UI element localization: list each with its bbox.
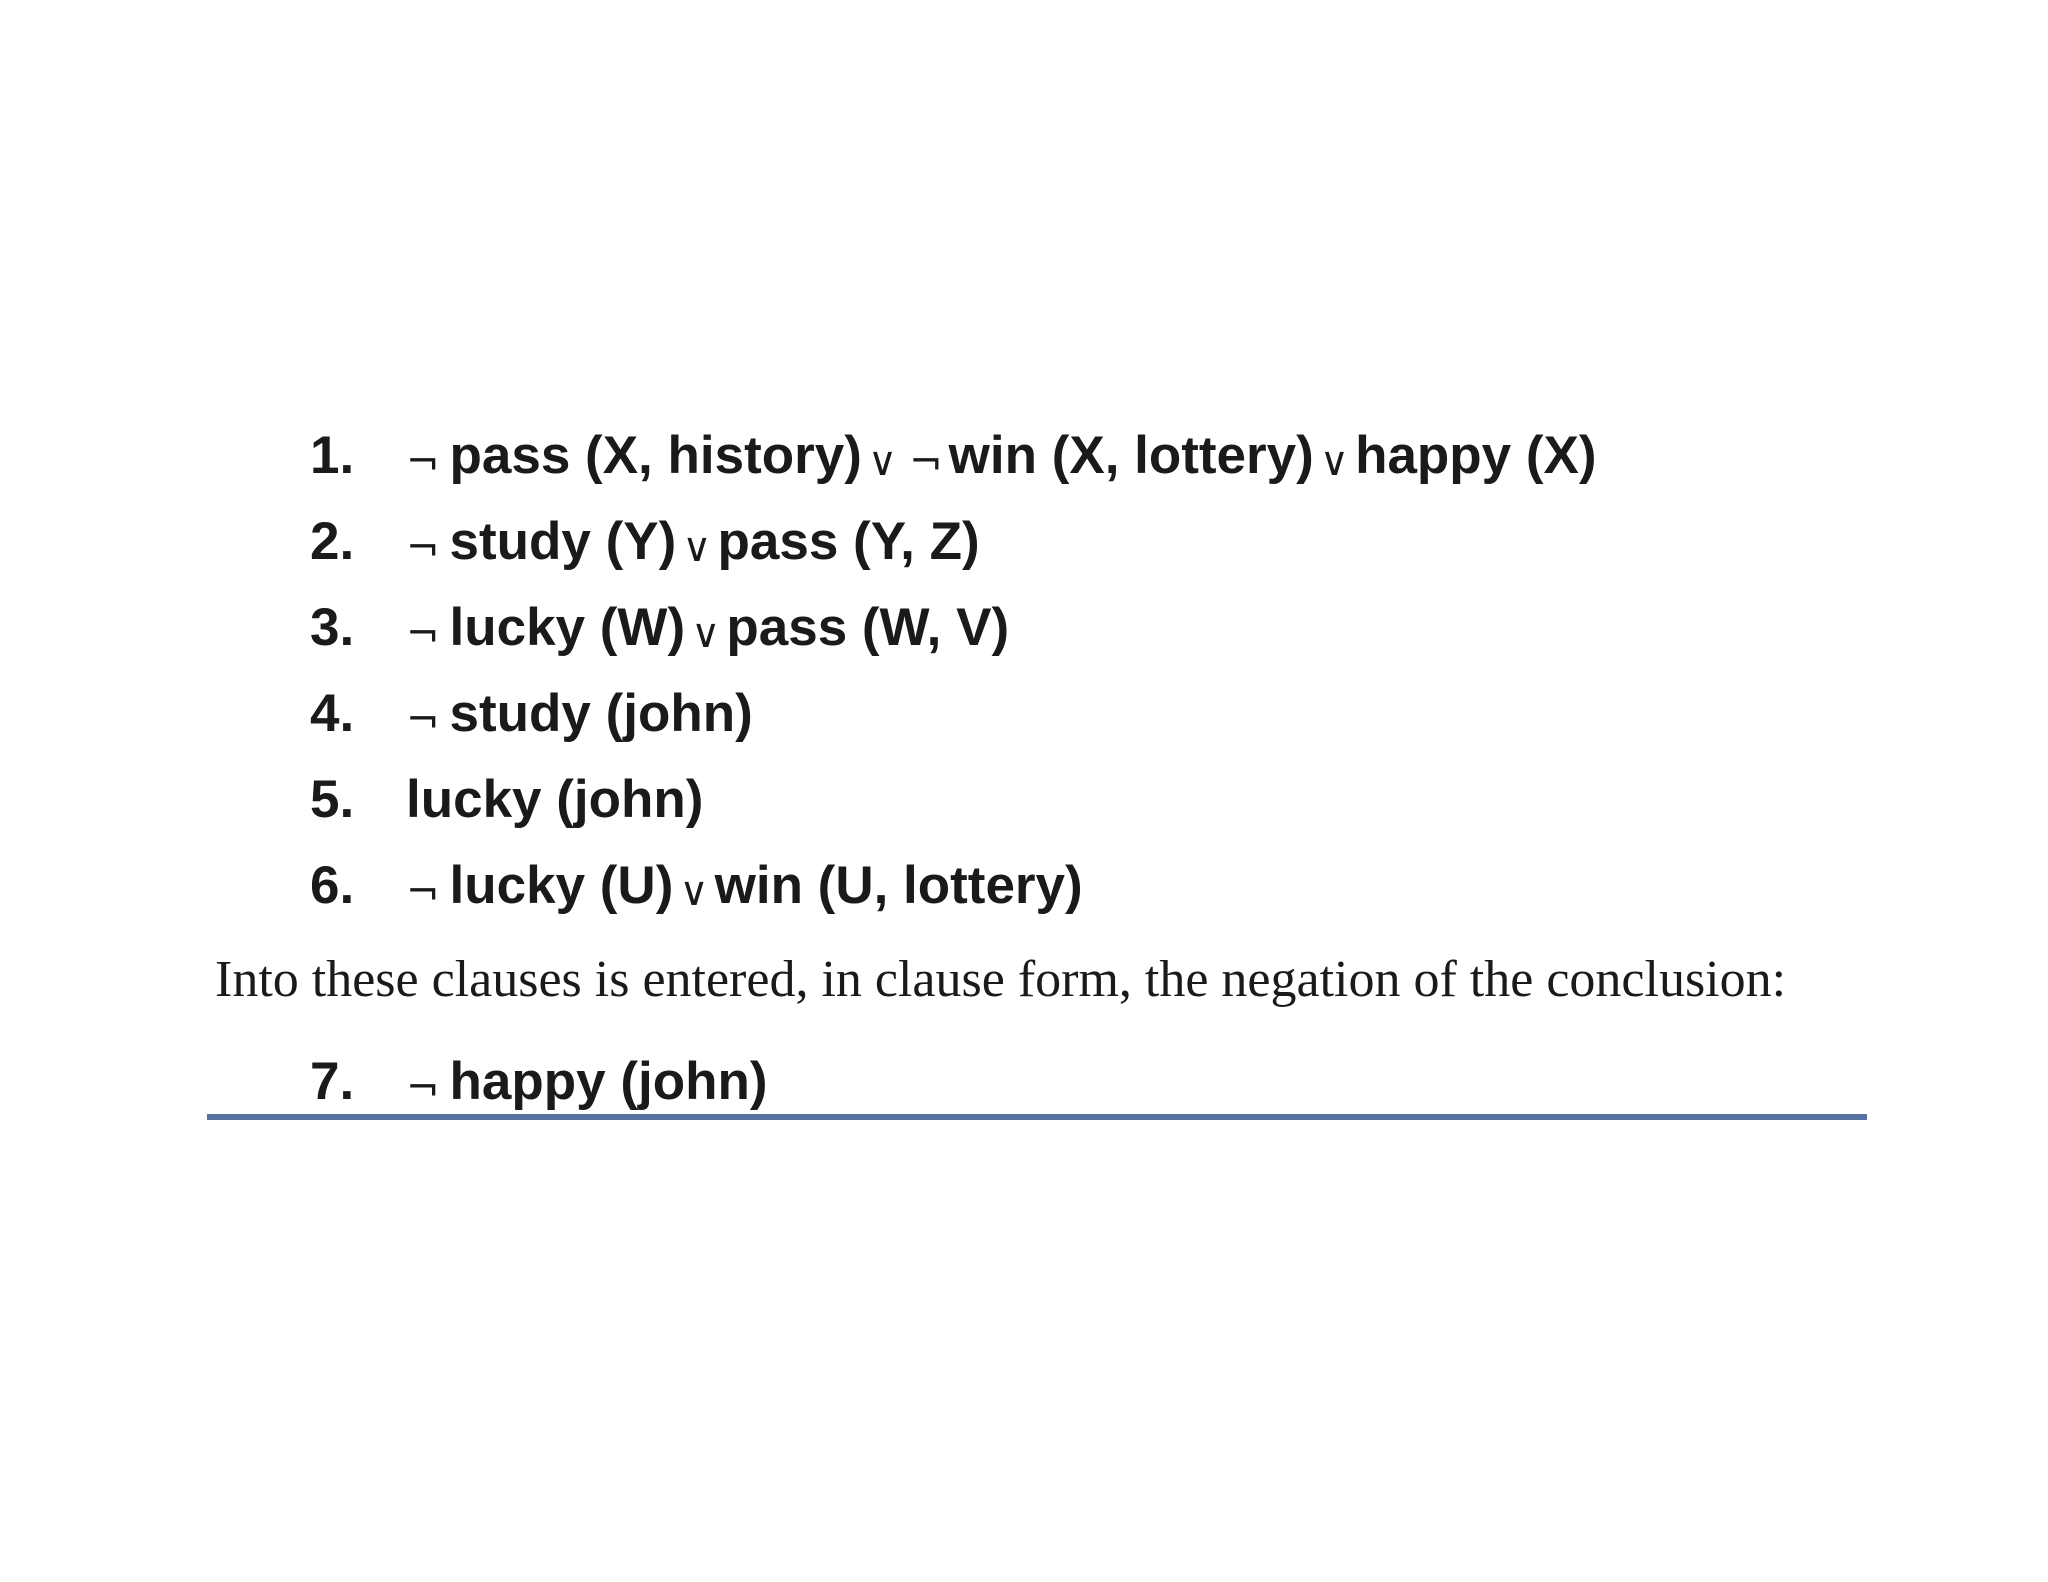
clause-number: 6. xyxy=(310,856,355,915)
negation-symbol: ¬ xyxy=(909,439,943,485)
disjunction-symbol: ∨ xyxy=(691,611,721,657)
literal: happy (john) xyxy=(449,1052,768,1111)
prose-line: Into these clauses is entered, in clause form, the negation of the conclusion: xyxy=(215,951,1787,1008)
disjunction-symbol: ∨ xyxy=(679,869,709,915)
literal: lucky (W) xyxy=(449,598,686,657)
literal: pass (Y, Z) xyxy=(717,512,980,571)
clause-number: 7. xyxy=(310,1052,355,1111)
clause-formula xyxy=(406,678,753,754)
clause-number: 3. xyxy=(310,598,355,657)
negation-symbol: ¬ xyxy=(406,697,440,743)
clause-number: 5. xyxy=(310,770,355,829)
clause-number: 1. xyxy=(310,426,355,485)
clause-number: 4. xyxy=(310,684,355,743)
clause-number: 2. xyxy=(310,512,355,571)
literal: win (X, lottery) xyxy=(948,426,1314,485)
literal: happy (X) xyxy=(1355,426,1597,485)
disjunction-symbol: ∨ xyxy=(1319,439,1350,485)
section-rule xyxy=(207,1114,1867,1120)
literal: study (Y) xyxy=(449,512,677,571)
clause-formula xyxy=(406,1046,767,1122)
literal: study (john) xyxy=(449,684,753,743)
clause-formula xyxy=(406,850,1083,926)
negation-symbol: ¬ xyxy=(406,1065,440,1111)
literal: lucky (U) xyxy=(449,856,674,915)
clause-formula xyxy=(406,420,1597,496)
disjunction-symbol: ∨ xyxy=(867,439,898,485)
negation-symbol: ¬ xyxy=(406,611,440,657)
clause-formula xyxy=(406,506,980,582)
literal: lucky (john) xyxy=(406,770,704,829)
clause-formula xyxy=(406,764,703,836)
disjunction-symbol: ∨ xyxy=(682,525,712,571)
literal: pass (X, history) xyxy=(449,426,862,485)
negation-symbol: ¬ xyxy=(406,869,440,915)
negation-symbol: ¬ xyxy=(406,439,440,485)
literal: win (U, lottery) xyxy=(714,856,1083,915)
literal: pass (W, V) xyxy=(726,598,1010,657)
negation-symbol: ¬ xyxy=(406,525,440,571)
clause-formula xyxy=(406,592,1009,668)
